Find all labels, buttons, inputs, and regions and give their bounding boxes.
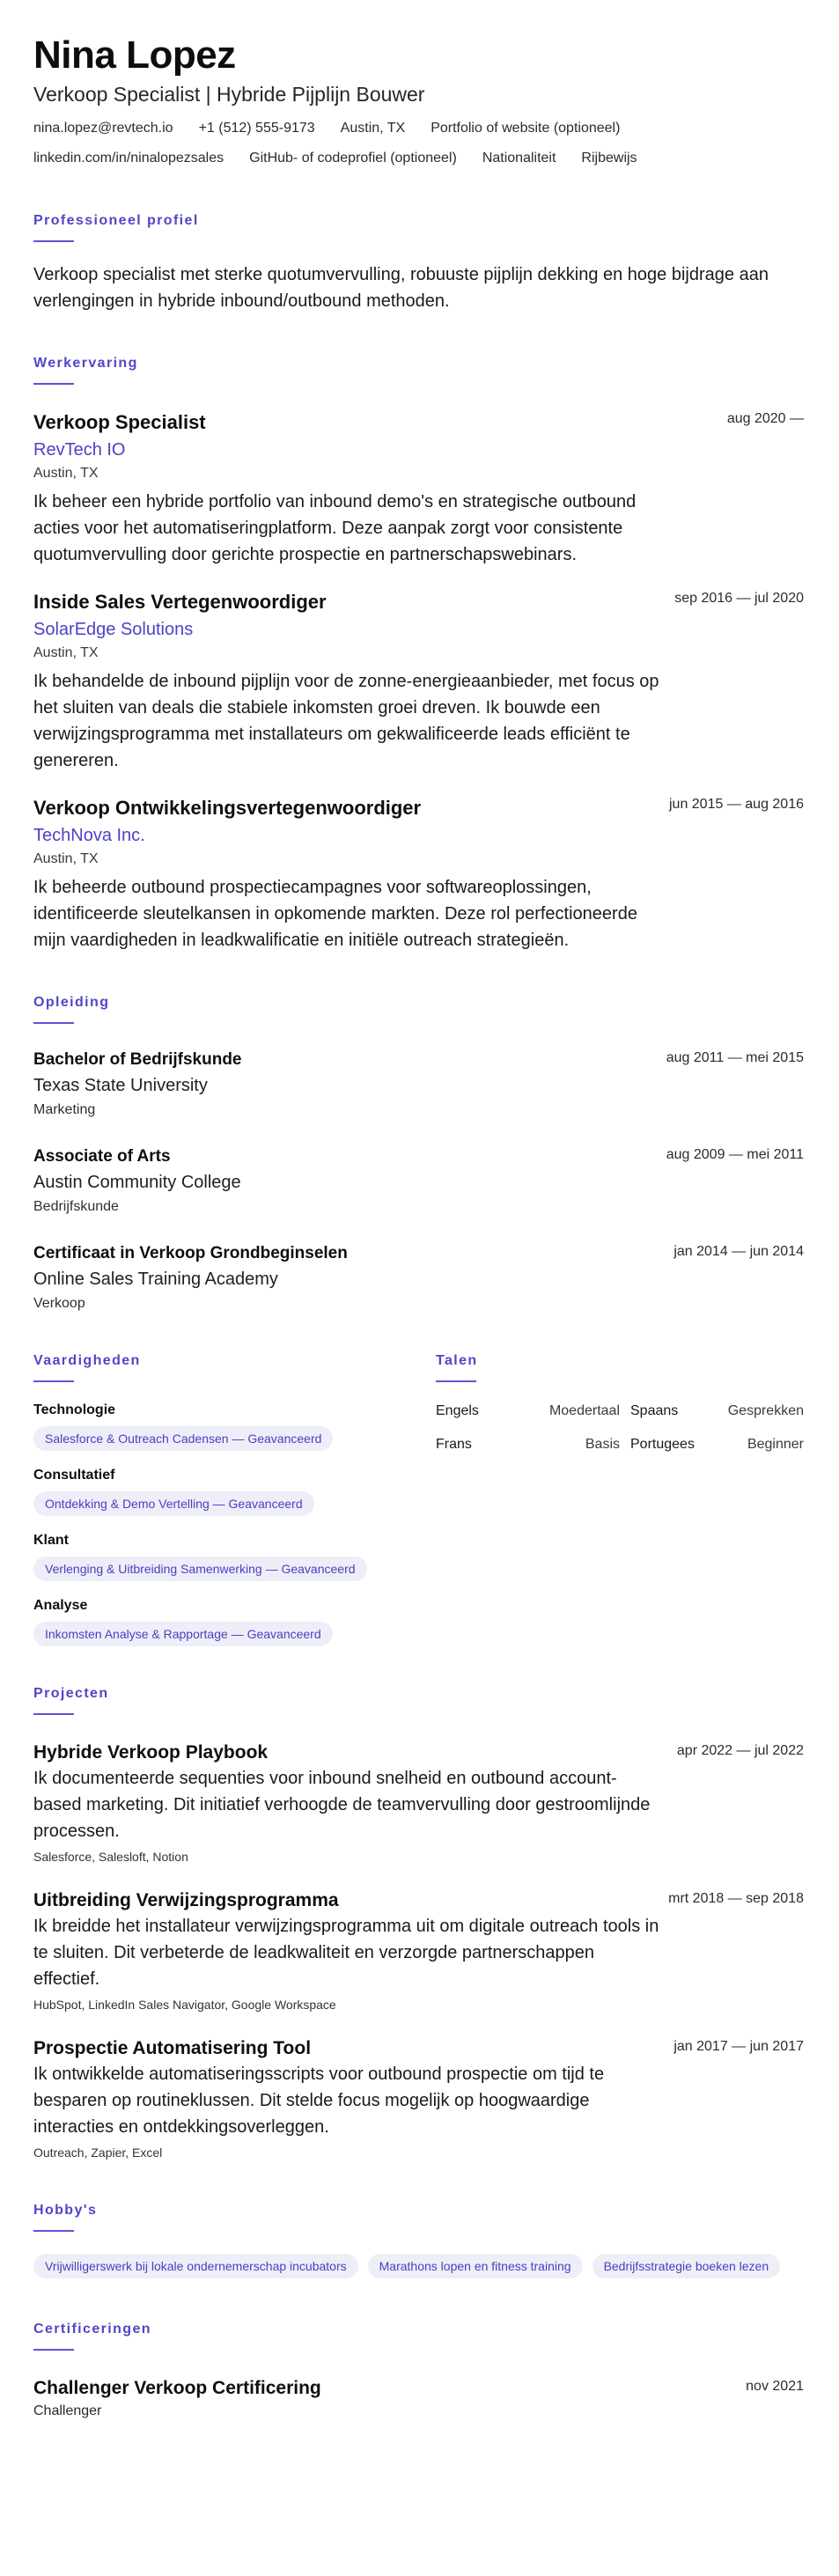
profile-section [33, 212, 804, 314]
education-degree: Associate of Arts [33, 1147, 171, 1166]
project-title: Hybride Verkoop Playbook [33, 1742, 269, 1763]
certification-entry [33, 2377, 804, 2421]
languages-section [436, 1352, 804, 1646]
certification-title: Challenger Verkoop Certificering [33, 2378, 321, 2398]
project-dates: jan 2017 — jun 2017 [673, 2039, 804, 2054]
section-title-skills: Vaardigheden [33, 1353, 141, 1368]
experience-dates: jun 2015 — aug 2016 [668, 797, 804, 812]
section-title-hobbies: Hobby's [33, 2203, 98, 2218]
experience-dates: sep 2016 — jul 2020 [674, 591, 804, 606]
language-name: Frans [436, 1437, 472, 1452]
hobby-chip: Vrijwilligerswerk bij lokale ondernemerschap incubators [33, 2254, 358, 2278]
hobby-chip: Marathons lopen en fitness training [368, 2254, 583, 2278]
education-field: Bedrijfskunde [33, 1199, 119, 1214]
section-title-education: Opleiding [33, 995, 110, 1010]
candidate-headline: Verkoop Specialist | Hybride Pijplijn Bouwer [33, 83, 425, 106]
education-degree: Certificaat in Verkoop Grondbeginselen [33, 1244, 348, 1262]
section-divider [33, 2349, 74, 2351]
experience-location: Austin, TX [33, 851, 99, 866]
project-entry [33, 1889, 804, 2013]
language-name: Portugees [630, 1437, 695, 1452]
experience-description: Ik beheer een hybride portfolio van inbound demo's en strategische outbound acties voor het automatiseringplatform. Deze aanpak zorgt voor consistente quotumvervulling door gerichte prospectie en partnerschapswebinars. [33, 492, 637, 564]
experience-section [33, 355, 804, 953]
experience-title: Verkoop Ontwikkelingsvertegenwoordiger [33, 797, 422, 819]
section-title-profile: Professioneel profiel [33, 213, 199, 228]
experience-entry [33, 589, 804, 774]
resume-header [33, 33, 804, 167]
education-school: Austin Community College [33, 1173, 241, 1192]
education-section [33, 994, 804, 1314]
skills-section [33, 1352, 436, 1646]
candidate-name: Nina Lopez [33, 33, 236, 77]
language-level: Beginner [747, 1437, 804, 1452]
section-divider [33, 2230, 74, 2232]
section-divider [33, 383, 74, 385]
project-tech: HubSpot, LinkedIn Sales Navigator, Google Workspace [33, 1998, 336, 2012]
education-dates: jan 2014 — jun 2014 [673, 1244, 804, 1259]
contact-row-primary [33, 120, 804, 137]
project-title: Uitbreiding Verwijzingsprogramma [33, 1890, 339, 1910]
profile-summary: Verkoop specialist met sterke quotumvervulling, robuuste pijplijn dekking en hoge bijdrage aan verlengingen in hybride inbound/outbound methoden. [33, 265, 769, 311]
education-field: Verkoop [33, 1296, 85, 1311]
skill-chip: Ontdekking & Demo Vertelling — Geavanceerd [33, 1491, 314, 1516]
experience-company: TechNova Inc. [33, 826, 145, 845]
experience-title: Inside Sales Vertegenwoordiger [33, 591, 327, 613]
contact-nationality: Nationaliteit [482, 151, 556, 166]
skills-languages-row [33, 1352, 804, 1646]
certification-date: nov 2021 [746, 2379, 804, 2394]
education-degree: Bachelor of Bedrijfskunde [33, 1050, 242, 1069]
project-entry [33, 2037, 804, 2161]
section-title-certifications: Certificeringen [33, 2322, 151, 2337]
certification-issuer: Challenger [33, 2403, 102, 2418]
skill-chip: Verlenging & Uitbreiding Samenwerking — Geavanceerd [33, 1557, 367, 1581]
language-level: Moedertaal [548, 1403, 620, 1418]
project-title: Prospectie Automatisering Tool [33, 2038, 312, 2058]
skill-chip: Salesforce & Outreach Cadensen — Geavanceerd [33, 1426, 333, 1451]
language-level: Basis [585, 1437, 620, 1452]
language-level: Gesprekken [727, 1403, 804, 1418]
experience-entry [33, 409, 804, 568]
experience-location: Austin, TX [33, 466, 99, 481]
hobbies-section [33, 2202, 804, 2278]
project-description: Ik ontwikkelde automatiseringsscripts voor outbound prospectie om tijd te besparen op routineklussen. Dit stelde focus mogelijk op hoogwaardige interacties en ontdekkingsoverleggen. [33, 2064, 605, 2137]
contact-phone[interactable]: +1 (512) 555-9173 [198, 121, 315, 136]
education-school: Online Sales Training Academy [33, 1270, 278, 1289]
contact-github[interactable]: GitHub- of codeprofiel (optioneel) [249, 151, 457, 166]
contact-location: Austin, TX [340, 121, 406, 136]
experience-location: Austin, TX [33, 645, 99, 660]
experience-company: RevTech IO [33, 440, 126, 460]
skill-category: Klant [33, 1533, 69, 1548]
section-title-projects: Projecten [33, 1686, 109, 1701]
skill-category: Consultatief [33, 1468, 115, 1483]
skill-group [33, 1401, 436, 1451]
experience-title: Verkoop Specialist [33, 411, 206, 433]
project-dates: apr 2022 — jul 2022 [676, 1743, 804, 1758]
language-name: Spaans [630, 1403, 679, 1418]
contact-linkedin[interactable]: linkedin.com/in/ninalopezsales [33, 151, 224, 166]
skill-category: Analyse [33, 1598, 88, 1613]
skill-group [33, 1596, 436, 1646]
section-divider [436, 1380, 476, 1382]
certifications-section [33, 2321, 804, 2421]
skill-category: Technologie [33, 1402, 116, 1417]
project-tech: Salesforce, Salesloft, Notion [33, 1850, 188, 1864]
project-description: Ik breidde het installateur verwijzingsprogramma uit om digitale outreach tools in te sluiten. Dit verbeterde de leadkwaliteit en verzorgde partnerschappen effectief. [33, 1917, 659, 1989]
languages-grid [436, 1402, 804, 1454]
section-divider [33, 1713, 74, 1715]
experience-company: SolarEdge Solutions [33, 620, 194, 639]
projects-section [33, 1685, 804, 2161]
contact-drivers-license: Rijbewijs [581, 151, 637, 166]
education-school: Texas State University [33, 1076, 208, 1095]
education-entry [33, 1242, 804, 1314]
education-dates: aug 2009 — mei 2011 [666, 1147, 804, 1162]
project-entry [33, 1741, 804, 1866]
skill-chip: Inkomsten Analyse & Rapportage — Geavanceerd [33, 1622, 333, 1646]
project-dates: mrt 2018 — sep 2018 [668, 1891, 804, 1906]
project-tech: Outreach, Zapier, Excel [33, 2145, 163, 2160]
hobby-chip-list [33, 2254, 804, 2278]
section-divider [33, 1022, 74, 1024]
education-entry [33, 1049, 804, 1120]
skill-group [33, 1531, 436, 1581]
experience-description: Ik beheerde outbound prospectiecampagnes voor softwareoplossingen, identificeerde sleutelkansen in opkomende markten. Deze rol perfectioneerde mijn vaardigheden in leadkwalificatie en initiële outreach strategieën. [33, 878, 637, 950]
hobby-chip: Bedrijfsstrategie boeken lezen [592, 2254, 781, 2278]
section-divider [33, 1380, 74, 1382]
experience-entry [33, 795, 804, 953]
contact-row-secondary [33, 150, 804, 167]
experience-description: Ik behandelde de inbound pijplijn voor de zonne-energieaanbieder, met focus op het sluiten van deals die stabiele inkomsten groei dreven. Ik bouwde een verwijzingsprogramma met installateurs om gekwalificeerde leads efficiënt te genereren. [33, 672, 659, 770]
section-title-languages: Talen [436, 1353, 478, 1368]
experience-dates: aug 2020 — [726, 411, 804, 426]
education-entry [33, 1145, 804, 1217]
contact-portfolio[interactable]: Portfolio of website (optioneel) [431, 121, 621, 136]
project-description: Ik documenteerde sequenties voor inbound snelheid en outbound account-based marketing. Dit initiatief verhoogde de teamvervulling door gestroomlijnde processen. [33, 1769, 651, 1841]
language-name: Engels [436, 1403, 479, 1418]
section-title-experience: Werkervaring [33, 356, 138, 371]
education-field: Marketing [33, 1102, 96, 1117]
education-dates: aug 2011 — mei 2015 [666, 1050, 804, 1065]
skill-group [33, 1466, 436, 1516]
section-divider [33, 240, 74, 242]
contact-email[interactable]: nina.lopez@revtech.io [33, 121, 173, 136]
